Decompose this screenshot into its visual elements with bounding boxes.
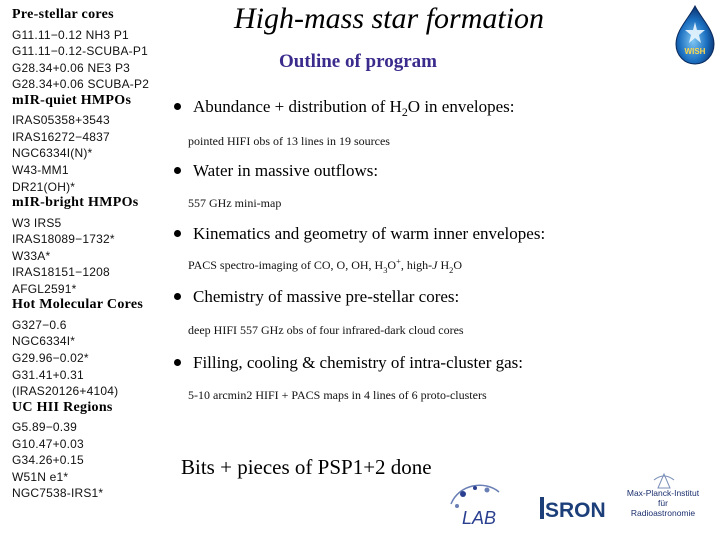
bullet-detail-deep-hifi: deep HIFI 557 GHz obs of four infrared-dark cloud cores	[188, 323, 464, 337]
source-list-item: G31.41+0.31	[12, 367, 84, 382]
footer-status: Bits + pieces of PSP1+2 done	[181, 455, 432, 479]
source-list-item: W33A*	[12, 248, 51, 263]
source-category-heading: mIR-quiet HMPOs	[12, 92, 132, 108]
source-list-item: G11.11−0.12 NH3 P1	[12, 27, 129, 42]
bullet-detail-pacs: PACS spectro-imaging of CO, O, OH, $H_3O^+$, high-J $H_2O$	[188, 257, 463, 275]
source-list-item: AFGL2591*	[12, 281, 77, 296]
source-list-item: G28.34+0.06 NE3 P3	[12, 60, 131, 75]
source-list-item: G10.47+0.03	[12, 436, 84, 451]
source-category-heading: UC HII Regions	[12, 399, 113, 415]
source-list-item: G11.11−0.12-SCUBA-P1	[12, 44, 148, 59]
source-list-item: DR21(OH)*	[12, 179, 76, 194]
sron-logo-icon	[540, 495, 610, 521]
source-list-item: G327−0.6	[12, 317, 67, 332]
source-list-item: G29.96−0.02*	[12, 351, 89, 365]
bullet-dot-icon	[174, 103, 181, 110]
bullet-water-abundance: Abundance + distribution of $H_2O$ in envelopes:	[174, 97, 515, 120]
slide-title: High-mass star formation	[234, 2, 545, 35]
source-list-item: NGC6334I*	[12, 334, 76, 349]
source-list-item: IRAS18151−1208	[12, 265, 110, 280]
source-list-item: NGC6334I(N)*	[12, 146, 93, 161]
bullet-intracluster: Filling, cooling & chemistry of intra-cluster gas:	[174, 353, 523, 373]
source-list-item: G34.26+0.15	[12, 453, 84, 468]
lab-logo-text: LAB	[461, 508, 497, 528]
source-list-item: IRAS16272−4837	[12, 129, 110, 144]
mpi-logo-text: Max-Planck-Institut für Radioastronomie	[626, 488, 700, 518]
bullet-dot-icon	[174, 230, 181, 237]
mpi-logo	[618, 474, 708, 530]
lab-logo-icon	[445, 474, 505, 534]
source-list-sidebar	[0, 0, 178, 540]
slide-subtitle: Outline of program	[279, 51, 437, 72]
source-list-item: IRAS05358+3543	[12, 113, 110, 128]
source-list-item: W3 IRS5	[12, 215, 62, 230]
sron-logo-text: SRON	[545, 499, 606, 521]
wish-logo-icon	[674, 4, 716, 66]
bullet-dot-icon	[174, 359, 181, 366]
bullet-dot-icon	[174, 293, 181, 300]
source-list-item: W43-MM1	[12, 163, 69, 178]
bullet-prestellar-chemistry: Chemistry of massive pre-stellar cores:	[174, 287, 459, 307]
bullet-outflows: Water in massive outflows:	[174, 161, 378, 181]
source-list-item: (IRAS20126+4104)	[12, 384, 119, 399]
bullet-detail-maps: 5-10 arcmin2 HIFI + PACS maps in 4 lines of 6 proto-clusters	[188, 388, 487, 402]
mpi-dish-icon	[618, 470, 708, 490]
bullet-kinematics: Kinematics and geometry of warm inner envelopes:	[174, 224, 545, 244]
source-list-item: G5.89−0.39	[12, 420, 78, 435]
bullet-detail-hifi-pointed: pointed HIFI obs of 13 lines in 19 sources	[188, 134, 390, 148]
wish-logo-text: WISH	[684, 47, 706, 56]
source-list-item: G28.34+0.06 SCUBA-P2	[12, 77, 150, 92]
source-list-item: IRAS18089−1732*	[12, 232, 115, 247]
source-list-item: W51N e1*	[12, 469, 69, 484]
source-category-heading: Hot Molecular Cores	[12, 297, 144, 313]
source-category-heading: mIR-bright HMPOs	[12, 195, 139, 211]
bullet-detail-minimap: 557 GHz mini-map	[188, 196, 282, 210]
bullet-dot-icon	[174, 167, 181, 174]
source-list-item: NGC7538-IRS1*	[12, 486, 104, 501]
source-category-heading: Pre-stellar cores	[12, 7, 114, 23]
